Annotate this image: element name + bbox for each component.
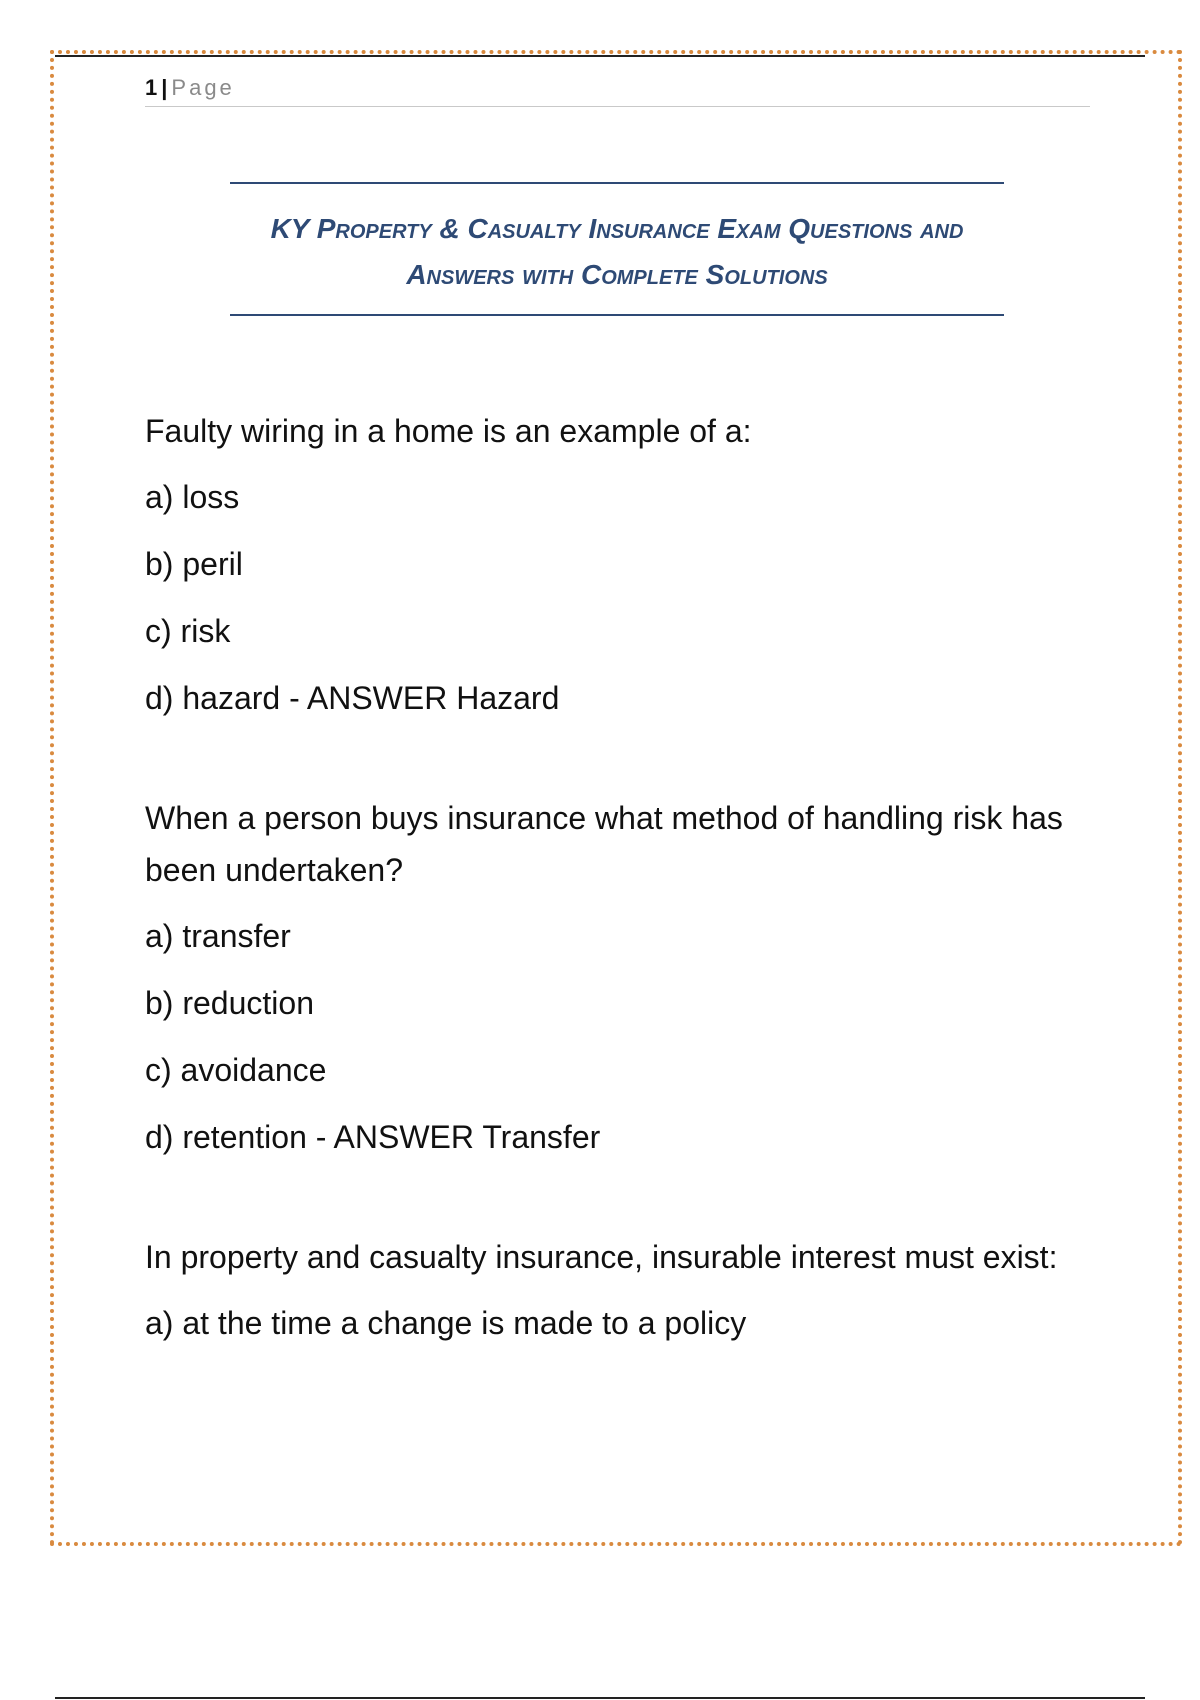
page-separator: | xyxy=(161,75,168,100)
page-header xyxy=(145,72,1090,107)
top-rule xyxy=(55,55,1145,57)
option-c: c) avoidance xyxy=(145,1052,327,1088)
question-1 xyxy=(145,405,1075,724)
question-2 xyxy=(145,792,1075,1163)
question-text: Faulty wiring in a home is an example of a: xyxy=(145,413,752,449)
option-c: c) risk xyxy=(145,613,231,649)
document-title xyxy=(230,182,1004,316)
title-line-2: Answers with Complete Solutions xyxy=(406,259,828,290)
option-d-answer: d) retention - ANSWER Transfer xyxy=(145,1119,601,1155)
option-a: a) transfer xyxy=(145,918,291,954)
question-text: When a person buys insurance what method of handling risk has been undertaken? xyxy=(145,800,1063,888)
option-d-answer: d) hazard - ANSWER Hazard xyxy=(145,680,560,716)
option-b: b) peril xyxy=(145,546,243,582)
option-a: a) loss xyxy=(145,479,240,515)
question-text: In property and casualty insurance, insurable interest must exist: xyxy=(145,1239,1058,1275)
option-a: a) at the time a change is made to a policy xyxy=(145,1305,747,1341)
question-list xyxy=(145,405,1075,1417)
option-b: b) reduction xyxy=(145,985,314,1021)
page-label: Page xyxy=(171,75,235,100)
page-number: 1 xyxy=(145,75,158,100)
bottom-rule xyxy=(55,1697,1145,1699)
question-3 xyxy=(145,1231,1075,1349)
title-line-1: KY Property & Casualty Insurance Exam Questions and xyxy=(270,213,964,244)
